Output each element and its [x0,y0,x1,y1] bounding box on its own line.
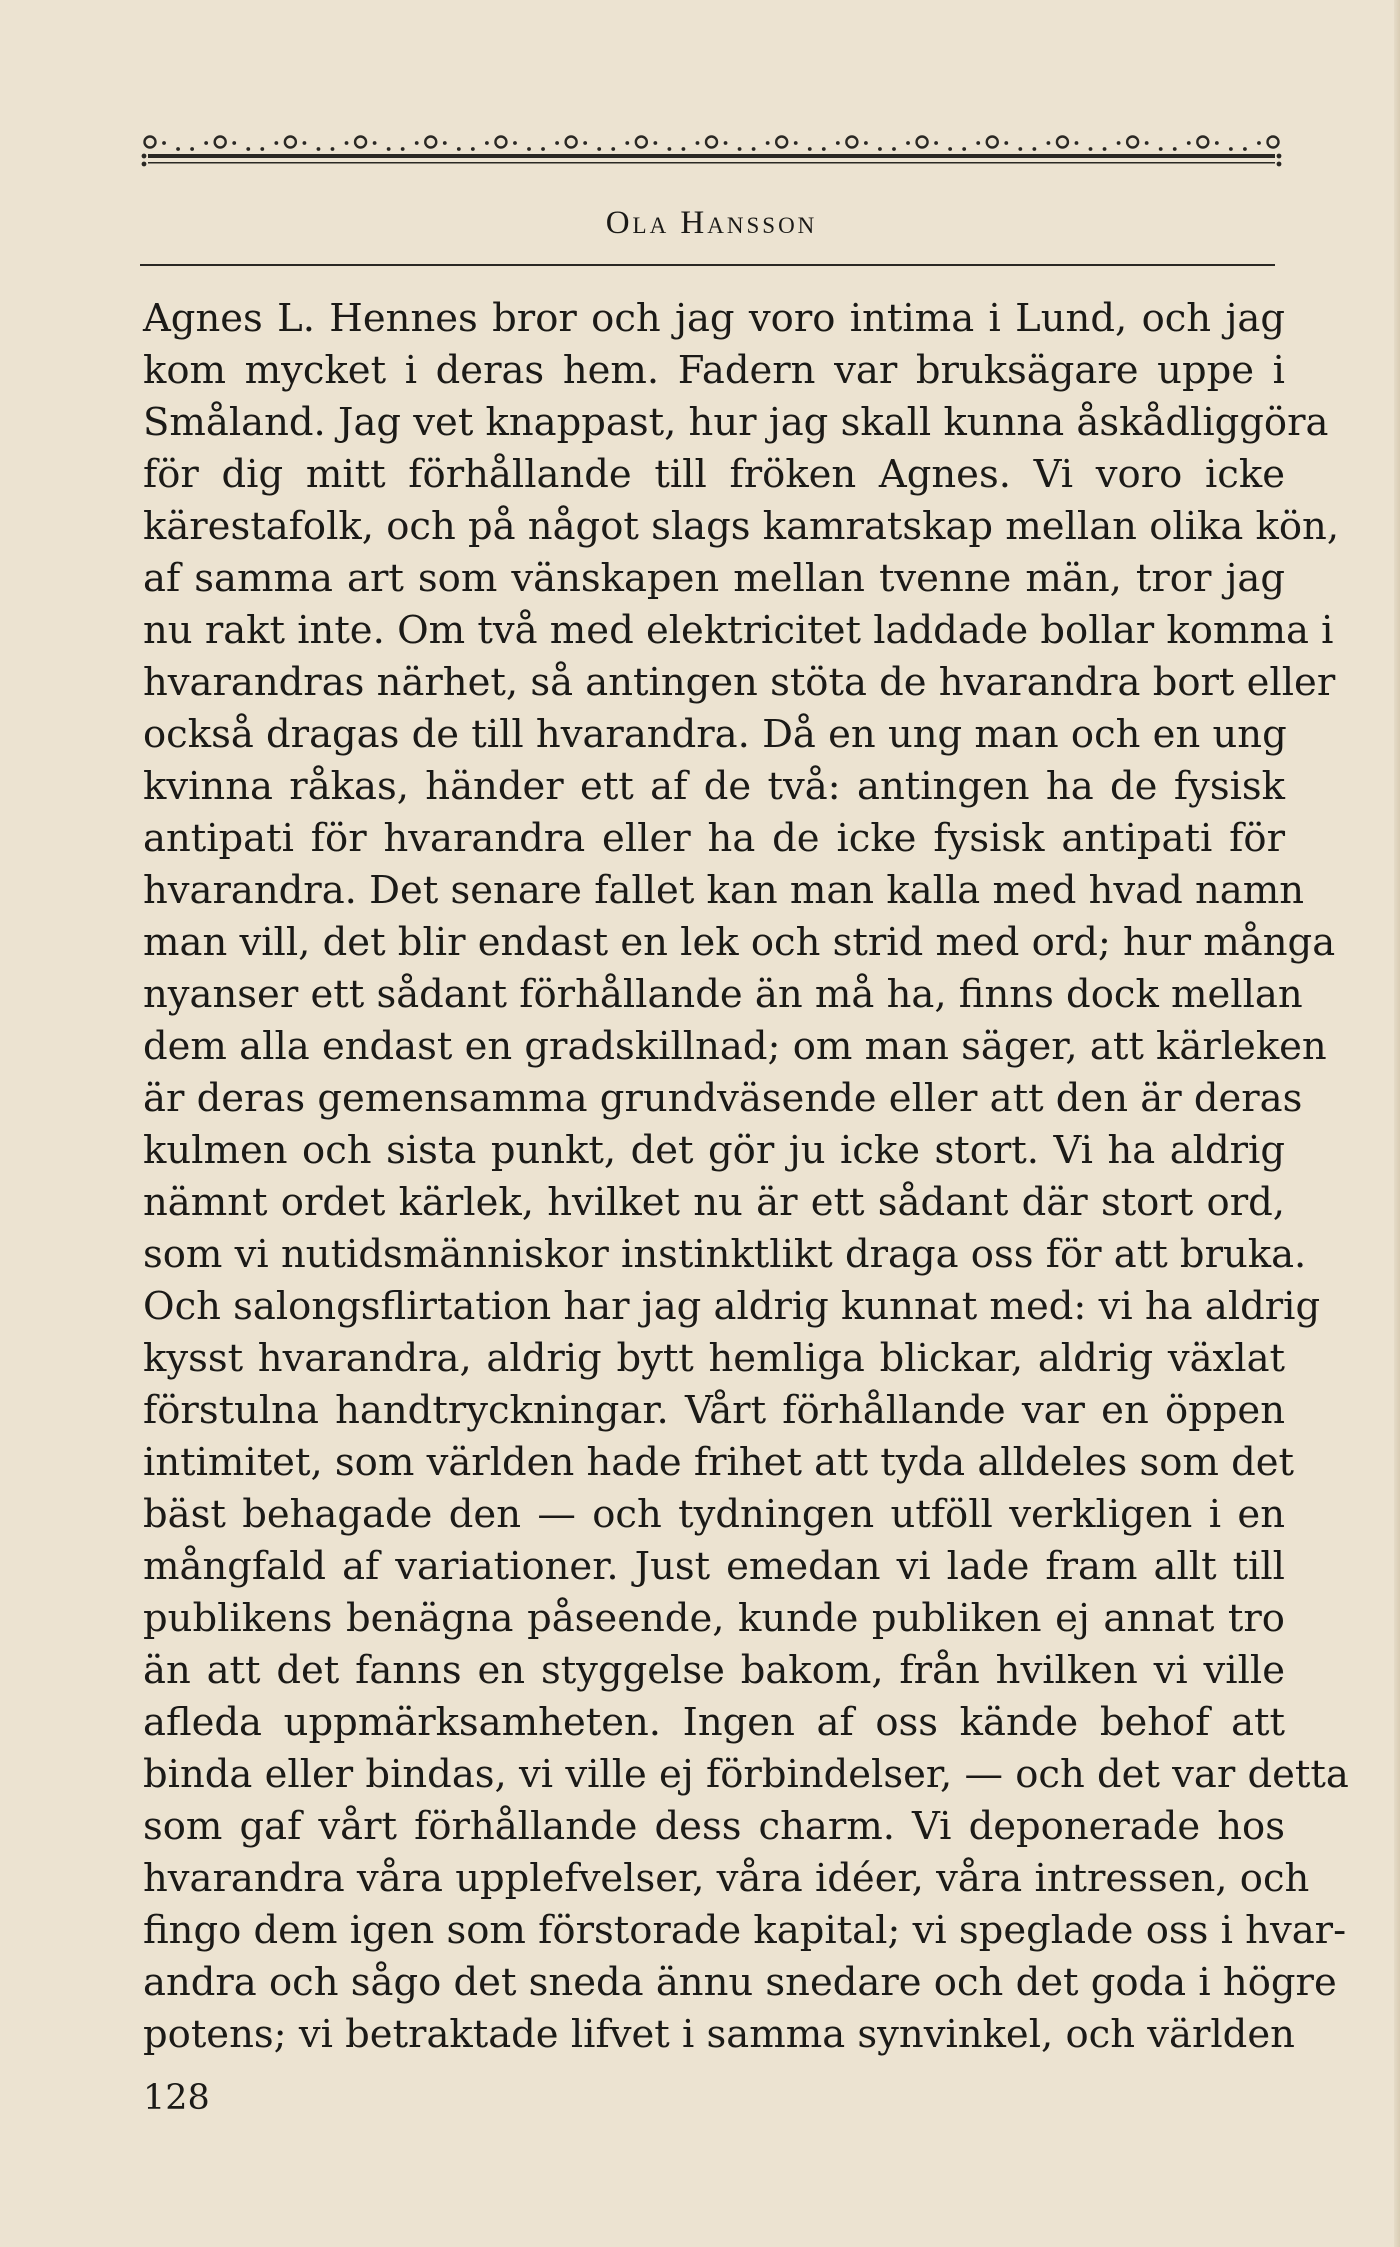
text-line: som gaf vårt förhållande dess charm. Vi deponerade hos [143,1804,1285,1849]
text-line: kärestafolk, och på något slags kamratskap mellan olika kön, [143,504,1340,549]
text-line: Småland. Jag vet knappast, hur jag skall kunna åskådliggöra [143,400,1329,445]
text-line: antipati för hvarandra eller ha de icke fysisk antipati för [143,816,1285,861]
page-number: 128 [143,2078,210,2118]
text-line: afleda uppmärksamheten. Ingen af oss kände behof att [143,1700,1285,1745]
text-line: för dig mitt förhållande till fröken Agnes. Vi voro icke [143,452,1285,497]
text-line: binda eller bindas, vi ville ej förbindelser, — och det var detta [143,1752,1349,1797]
text-line: nu rakt inte. Om två med elektricitet laddade bollar komma i [143,608,1334,653]
text-line: kom mycket i deras hem. Fadern var bruksägare uppe i [143,348,1285,393]
body-text [143,293,1349,2061]
running-head: Ola Hansson [605,205,818,241]
text-line: man vill, det blir endast en lek och strid med ord; hur många [143,920,1336,965]
text-line: Och salongsflirtation har jag aldrig kunnat med: vi ha aldrig [143,1284,1321,1329]
dotted-chain-border-ornament-icon [140,118,1283,180]
text-line: Agnes L. Hennes bror och jag voro intima i Lund, och jag [143,296,1285,341]
text-line: intimitet, som världen hade frihet att tyda alldeles som det [143,1440,1295,1485]
text-line: kvinna råkas, händer ett af de två: antingen ha de fysisk [143,764,1285,809]
text-line: än att det fanns en styggelse bakom, från hvilken vi ville [143,1648,1285,1693]
text-line: af samma art som vänskapen mellan tvenne män, tror jag [143,556,1285,601]
text-line: kysst hvarandra, aldrig bytt hemliga blickar, aldrig växlat [143,1336,1285,1381]
text-line: hvarandra. Det senare fallet kan man kalla med hvad namn [143,868,1305,913]
page-edge [1394,0,1400,2247]
text-line: mångfald af variationer. Just emedan vi lade fram allt till [143,1544,1285,1589]
text-line: nyanser ett sådant förhållande än må ha, finns dock mellan [143,972,1303,1017]
text-line: också dragas de till hvarandra. Då en ung man och en ung [143,712,1287,757]
text-line: fingo dem igen som förstorade kapital; vi speglade oss i hvar- [143,1908,1347,1953]
text-line: hvarandra våra upplefvelser, våra idéer, våra intressen, och [143,1856,1310,1901]
text-line: bäst behagade den — och tydningen utföll verkligen i en [143,1492,1285,1537]
text-line: förstulna handtryckningar. Vårt förhållande var en öppen [143,1388,1285,1433]
text-line: potens; vi betraktade lifvet i samma synvinkel, och världen [143,2012,1295,2057]
text-line: dem alla endast en gradskillnad; om man säger, att kärleken [143,1024,1327,1069]
text-line: hvarandras närhet, så antingen stöta de hvarandra bort eller [143,660,1336,705]
text-line: nämnt ordet kärlek, hvilket nu är ett sådant där stort ord, [143,1180,1285,1225]
text-line: andra och sågo det sneda ännu snedare och det goda i högre [143,1960,1337,2005]
text-line: publikens benägna påseende, kunde publiken ej annat tro [143,1596,1285,1641]
text-line: är deras gemensamma grundväsende eller att den är deras [143,1076,1303,1121]
text-line: som vi nutidsmänniskor instinktlikt draga oss för att bruka. [143,1232,1307,1277]
text-line: kulmen och sista punkt, det gör ju icke stort. Vi ha aldrig [143,1128,1285,1173]
header-rule [140,264,1275,266]
